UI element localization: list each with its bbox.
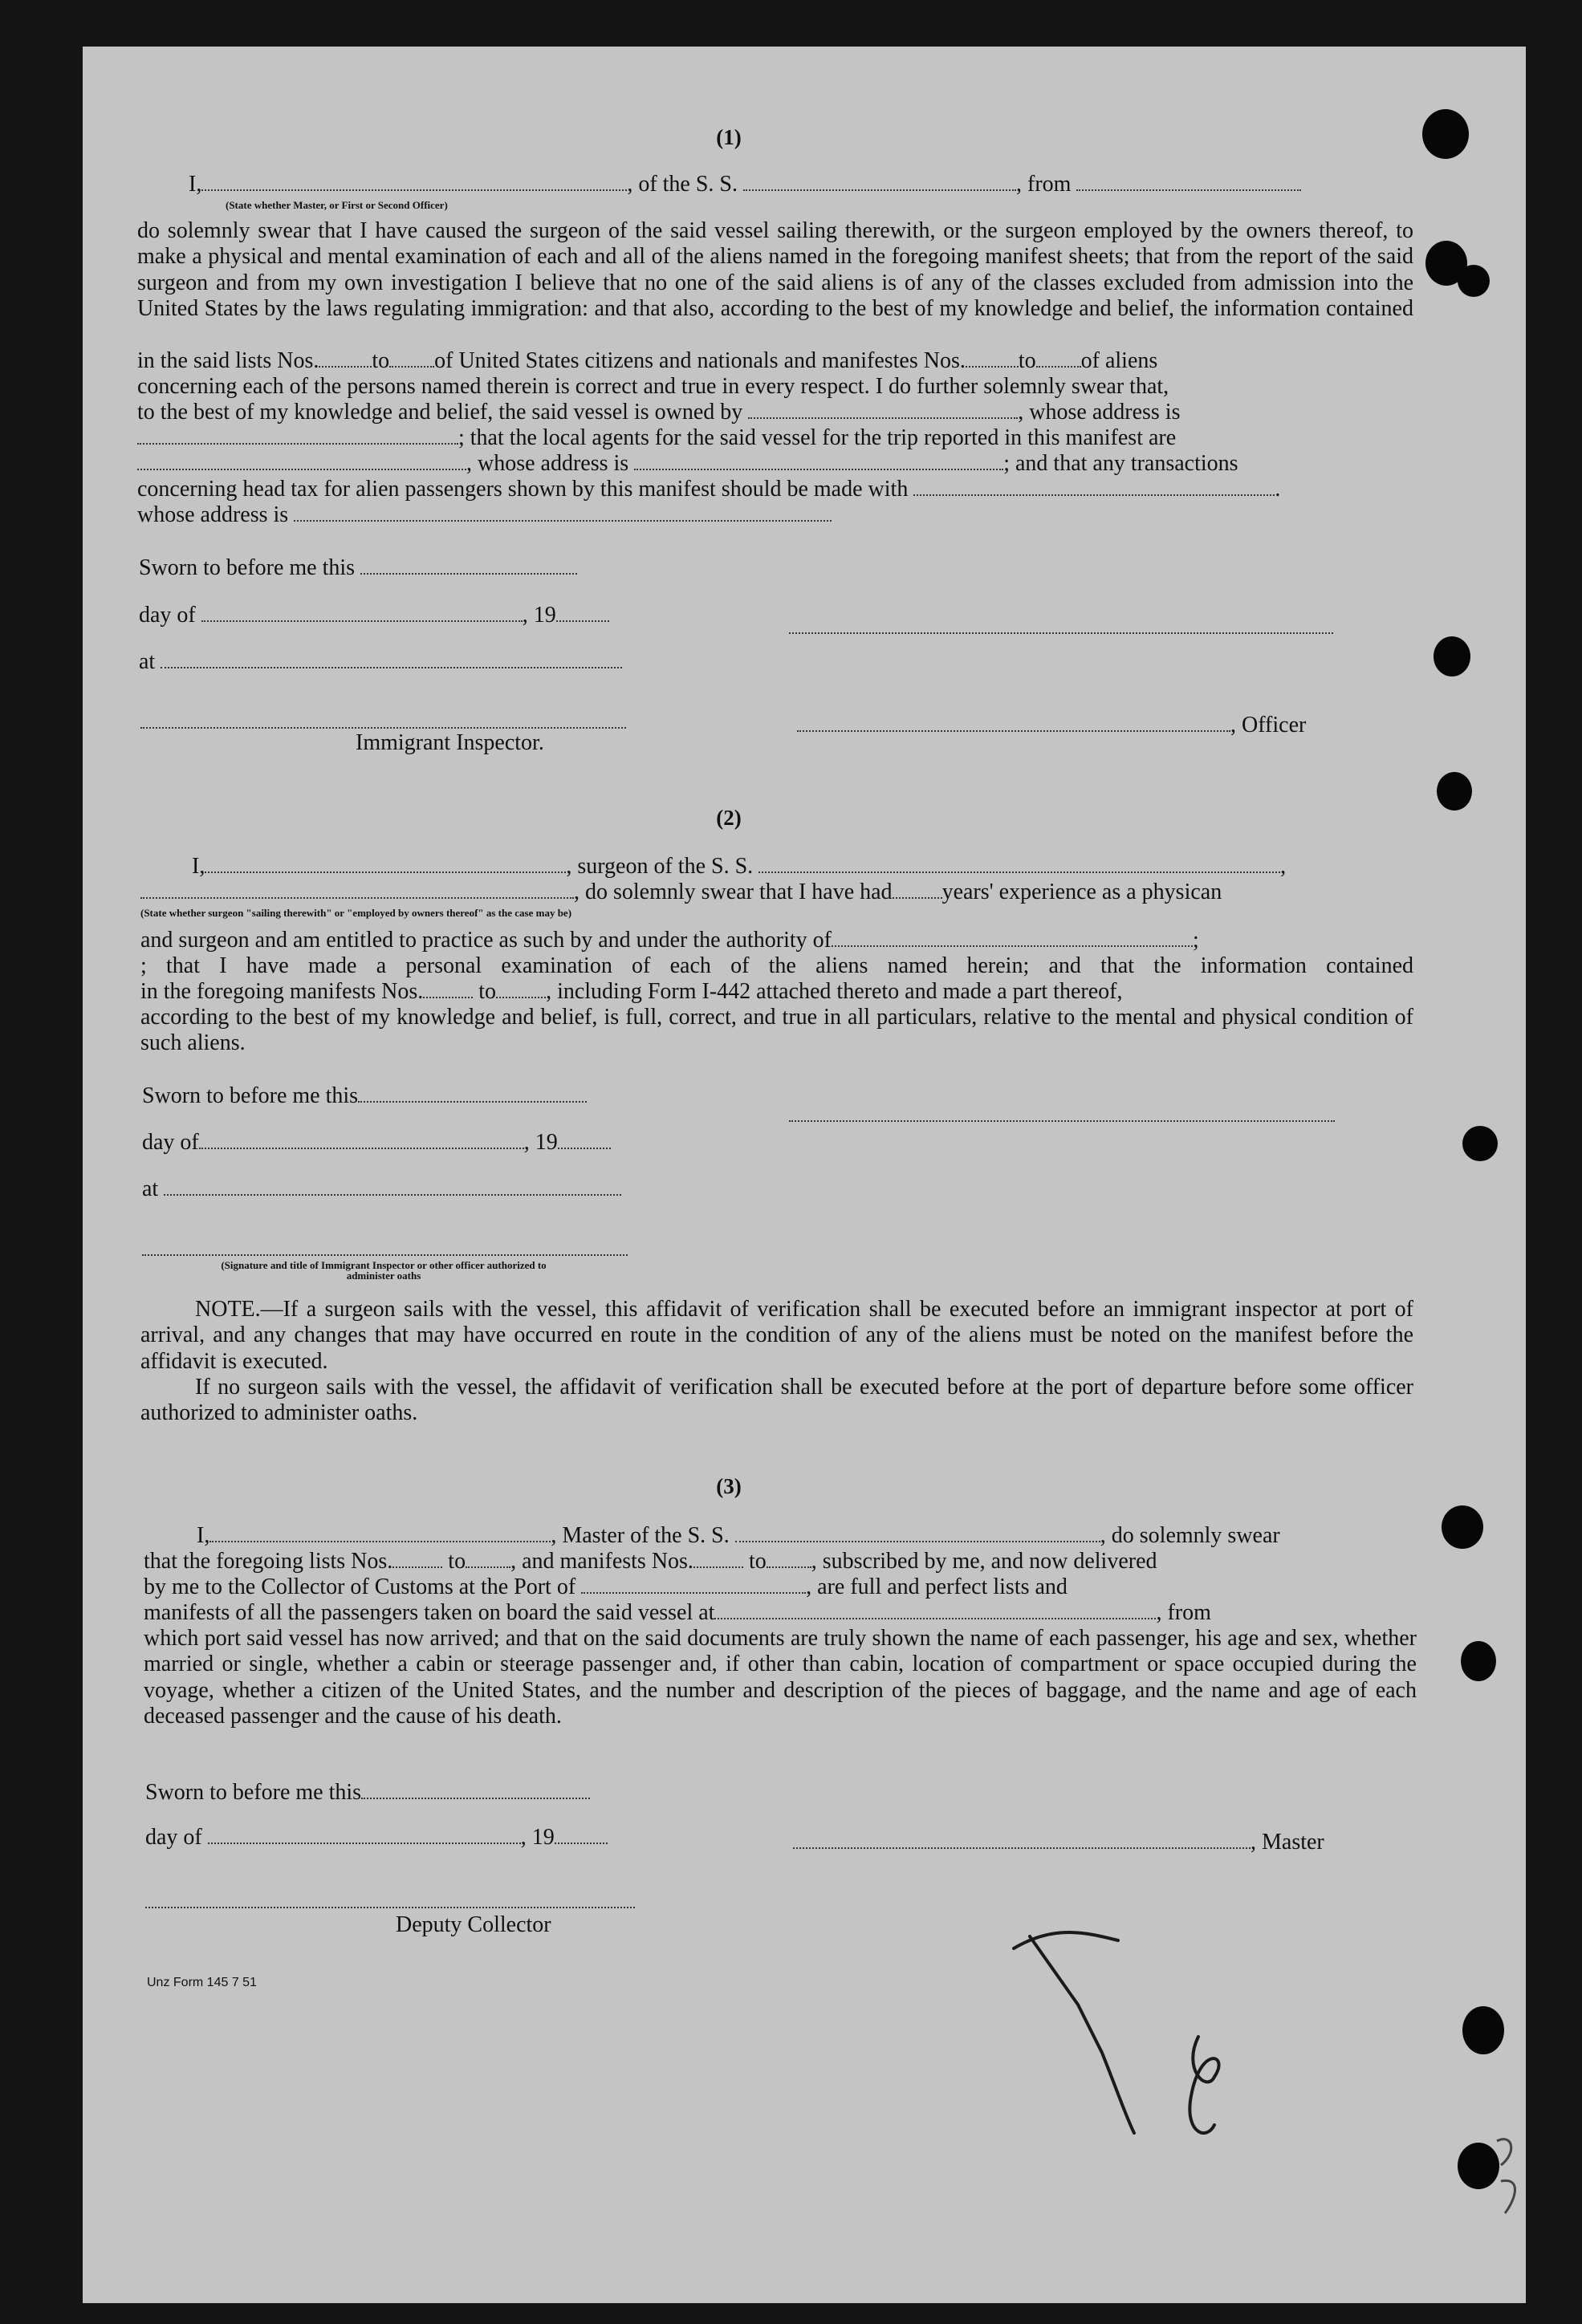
s1-lists-line: in the said lists Nos. to of United States citizens and nationals and manifestes Nos. to of aliens xyxy=(137,348,1158,373)
form-number: Unz Form 145 7 51 xyxy=(147,1976,257,1989)
s1-from-blank xyxy=(1076,173,1301,191)
s2-line4: ; that I have made a personal examination of each of the aliens named herein; and that the information contained xyxy=(140,953,1413,978)
manifest-affidavit-sheet xyxy=(83,47,1526,2303)
s1-from: , from xyxy=(1016,172,1072,197)
s1-agent-address-line: , whose address is ; and that any transactions xyxy=(137,451,1238,477)
note-paragraph-2: If no surgeon sails with the vessel, the affidavit of verification shall be executed before at the port of departure before some officer authorized to administer oaths. xyxy=(140,1375,1413,1426)
s2-line5: in the foregoing manifests Nos. to , including Form I-442 attached thereto and made a part thereof, xyxy=(140,979,1123,1004)
s3-line1: I, , Master of the S. S. , do solemnly swear xyxy=(197,1523,1280,1548)
s1-owner-blank xyxy=(748,401,1018,419)
s2-sig-caption: (Signature and title of Immigrant Inspector or other officer authorized to administer oaths xyxy=(221,1259,547,1282)
punch-hole xyxy=(1461,1641,1496,1681)
section-3-heading: (3) xyxy=(716,1474,742,1498)
s2-at: at xyxy=(142,1176,621,1202)
s2-surgeon-caption: (State whether surgeon "sailing therewith" or "employed by owners thereof" as the case may be) xyxy=(140,907,572,919)
s1-lists-to-blank xyxy=(389,350,434,368)
s3-line3: by me to the Collector of Customs at the Port of , are full and perfect lists and xyxy=(144,1574,1068,1599)
s1-owner-line: to the best of my knowledge and belief, the said vessel is owned by , whose address is xyxy=(137,400,1181,425)
s3-line2: that the foregoing lists Nos. to , and manifests Nos. to , subscribed by me, and now delivered xyxy=(144,1549,1157,1574)
s1-of-ss: , of the S. S. xyxy=(627,172,738,197)
s3-body: which port said vessel has now arrived; and that on the said documents are truly shown the name of each passenger, his age and sex, whether married or single, whether a cabin or steerage passenger and, if other than cabin, location of compartment or space occupied during the voyage, whether a citizen of the United States, and the number and description of the pieces of baggage, and the name and age of each deceased passenger and the cause of his death. xyxy=(144,1626,1417,1729)
s1-inspector-sig-line xyxy=(140,727,626,729)
s1-owner-address-blank xyxy=(137,427,458,445)
s1-sworn: Sworn to before me this xyxy=(139,555,577,581)
punch-hole xyxy=(1458,2143,1499,2189)
s1-at: at xyxy=(139,649,622,675)
s2-line2: , do solemnly swear that I have had years' experience as a physican xyxy=(140,880,1222,905)
note-paragraph-1: NOTE.—If a surgeon sails with the vessel, this affidavit of verification shall be executed before an immigrant inspector at port of arrival, and any changes that may have occurred en route in the condition of any of the aliens must be noted on the manifest before the affidavit is executed. xyxy=(140,1297,1413,1374)
s1-body-2: concerning each of the persons named therein is correct and true in every respect. I do further solemnly swear that, xyxy=(137,374,1169,399)
s3-deputy-collector: Deputy Collector xyxy=(396,1912,551,1937)
margin-pencil-mark xyxy=(1489,2133,1526,2229)
s1-manifests-to-blank xyxy=(1036,350,1081,368)
s2-line3: and surgeon and am entitled to practice as such by and under the authority of ; xyxy=(140,928,1199,953)
s1-address-blank xyxy=(294,504,832,522)
s3-line4: manifests of all the passengers taken on board the said vessel at , from xyxy=(144,1600,1211,1625)
s1-ship-blank xyxy=(743,173,1016,191)
s1-agent-address-blank xyxy=(634,453,1003,470)
s1-body: do solemnly swear that I have caused the surgeon of the said vessel sailing therewith, or the surgeon employed by the owners thereof, to make a physical and mental examination of each and all of the aliens named in the foregoing manifest sheets; that from the report of the said surgeon and from my own investigation I believe that no one of the said aliens is of any of the classes excluded from admission into the United States by the laws regulating immigration: and that also, according to the best of my knowledge and belief, the information contained xyxy=(137,218,1413,322)
s1-lists-from-blank xyxy=(319,350,372,368)
s1-manifests-from-blank xyxy=(966,350,1019,368)
s1-agents-line: ; that the local agents for the said vessel for the trip reported in this manifest are xyxy=(137,425,1176,451)
s1-i: I, xyxy=(189,172,202,197)
s1-officer-line: , Officer xyxy=(797,713,1306,738)
punch-hole xyxy=(1458,265,1490,297)
s3-master-line: , Master xyxy=(793,1830,1324,1855)
punch-hole xyxy=(1442,1505,1483,1549)
punch-hole xyxy=(1462,1126,1498,1161)
s2-line1: I, , surgeon of the S. S. , xyxy=(192,854,1287,879)
punch-hole xyxy=(1434,636,1470,676)
s3-sworn: Sworn to before me this xyxy=(145,1780,590,1806)
s1-headtax-blank xyxy=(913,478,1275,496)
punch-hole xyxy=(1462,2006,1504,2054)
s2-surgeon-sig-line xyxy=(789,1120,1335,1122)
punch-hole xyxy=(1422,109,1469,159)
handwritten-mark xyxy=(998,1892,1271,2149)
s1-address-line: whose address is xyxy=(137,502,832,528)
s1-headtax-line: concerning head tax for alien passengers shown by this manifest should be made with . xyxy=(137,477,1281,502)
section-1-heading: (1) xyxy=(716,125,742,149)
s1-immigrant-inspector: Immigrant Inspector. xyxy=(356,730,544,755)
s1-agent-blank xyxy=(137,453,466,470)
section-2-heading: (2) xyxy=(716,806,742,830)
s3-collector-sig-line xyxy=(145,1907,635,1908)
s3-day: day of , 19 xyxy=(145,1825,608,1851)
s1-line1 xyxy=(189,172,1301,197)
s1-officer-blank xyxy=(201,173,627,191)
s2-body: according to the best of my knowledge and belief, is full, correct, and true in all particulars, relative to the mental and physical condition of such aliens. xyxy=(140,1005,1413,1056)
s2-sworn: Sworn to before me this xyxy=(142,1083,587,1109)
s1-officer-sig-line-top xyxy=(789,632,1333,634)
s1-day: day of , 19 xyxy=(139,603,609,628)
s1-officer-caption: (State whether Master, or First or Second Officer) xyxy=(226,199,448,211)
s2-inspector-sig-line xyxy=(142,1254,628,1256)
punch-hole xyxy=(1437,772,1472,811)
s2-day: day of , 19 xyxy=(142,1130,611,1156)
